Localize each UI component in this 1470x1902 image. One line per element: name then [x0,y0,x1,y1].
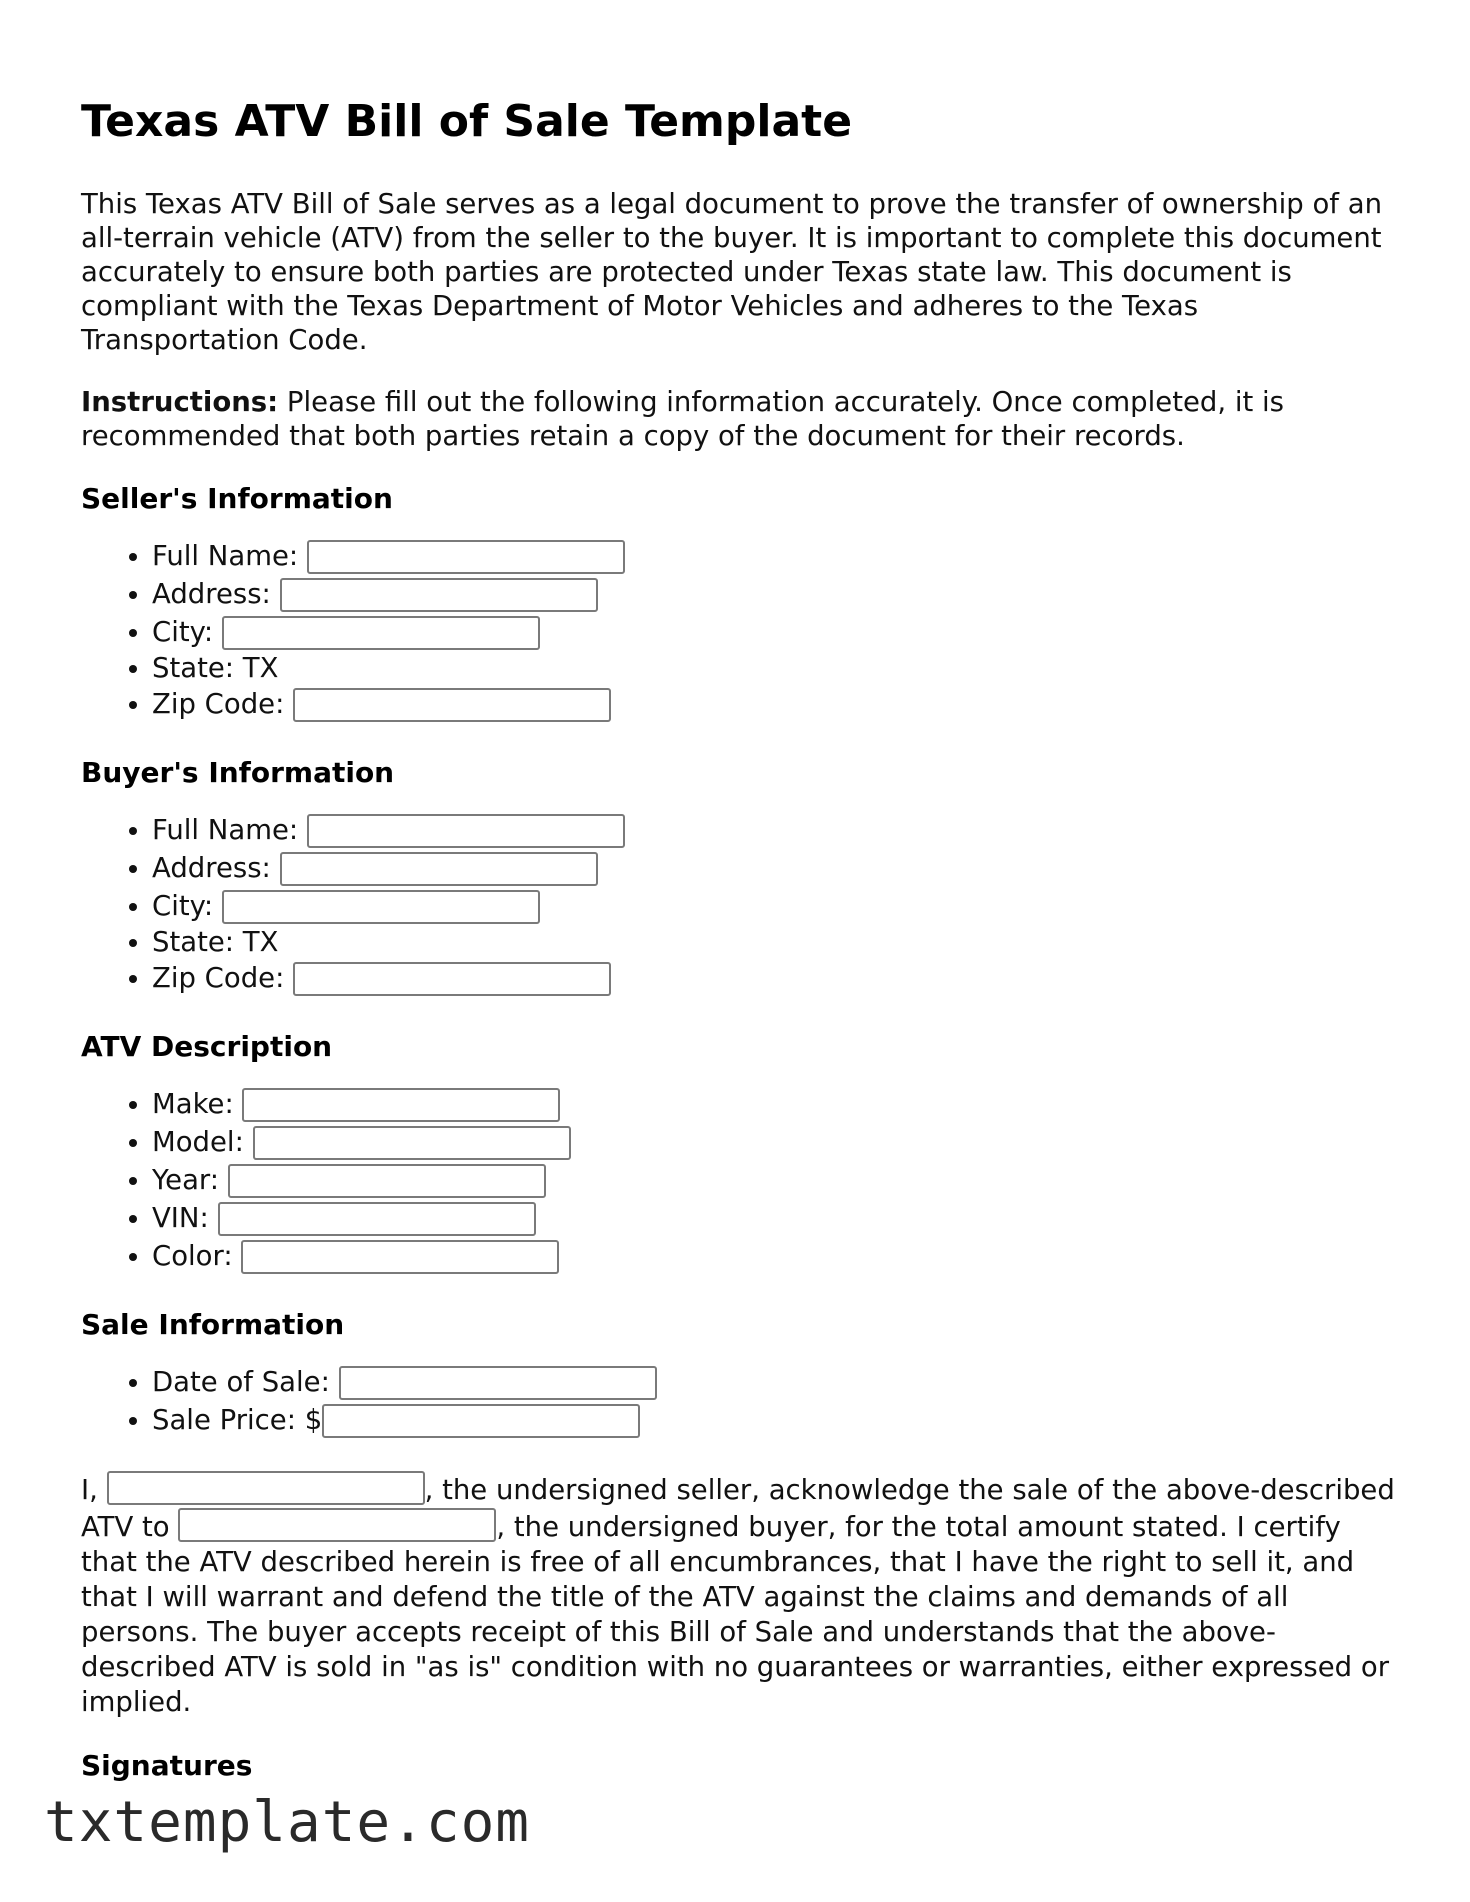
signatures-heading: Signatures [81,1748,253,1782]
certification-part1: I, [81,1473,107,1506]
buyer-city-input[interactable] [222,890,540,924]
seller-city-input[interactable] [222,616,540,650]
atv-vin-item [152,1199,1401,1237]
atv-make-item [152,1085,1401,1123]
buyer-city-item [152,887,1401,925]
certification-paragraph [81,1471,1401,1720]
buyer-full-name-label: Full Name: [152,813,299,846]
certification-part2: , the undersigned seller, acknowledge the sale of the above-described ATV to [81,1473,1395,1543]
sale-heading: Sale Information [81,1307,345,1341]
buyer-full-name-input[interactable] [307,814,625,848]
atv-year-item [152,1161,1401,1199]
page-title: Texas ATV Bill of Sale Template [81,96,853,147]
watermark-text: txtemplate.com [44,1790,531,1855]
seller-address-item [152,575,1401,613]
buyer-address-label: Address: [152,851,271,884]
seller-city-label: City: [152,615,214,648]
buyer-fields [81,811,1401,997]
seller-zip-label: Zip Code: [152,687,285,720]
atv-color-item [152,1237,1401,1275]
seller-zip-item [152,685,1401,723]
seller-zip-input[interactable] [293,688,611,722]
buyer-city-label: City: [152,889,214,922]
sale-fields [81,1363,1401,1439]
document-body [81,96,1401,1804]
buyer-zip-input[interactable] [293,962,611,996]
sale-price-input[interactable] [322,1404,640,1438]
atv-color-input[interactable] [241,1240,559,1274]
seller-full-name-item [152,537,1401,575]
atv-model-label: Model: [152,1125,244,1158]
seller-address-input[interactable] [280,578,598,612]
sale-date-input[interactable] [339,1366,657,1400]
seller-heading: Seller's Information [81,481,393,515]
buyer-zip-label: Zip Code: [152,961,285,994]
seller-fields [81,537,1401,723]
buyer-address-item [152,849,1401,887]
atv-vin-label: VIN: [152,1201,209,1234]
atv-fields [81,1085,1401,1275]
sale-price-label: Sale Price: $ [152,1403,323,1436]
atv-heading: ATV Description [81,1029,333,1063]
atv-model-input[interactable] [253,1126,571,1160]
seller-city-item [152,613,1401,651]
sale-date-item [152,1363,1401,1401]
buyer-name-inline-input[interactable] [178,1508,496,1542]
buyer-state-text: State: TX [152,925,279,958]
atv-make-label: Make: [152,1087,234,1120]
buyer-heading: Buyer's Information [81,755,395,789]
seller-state-text: State: TX [152,651,279,684]
atv-year-input[interactable] [228,1164,546,1198]
sale-price-item [152,1401,1401,1439]
sale-date-label: Date of Sale: [152,1365,330,1398]
seller-state-item [152,651,1401,685]
atv-vin-input[interactable] [218,1202,536,1236]
buyer-address-input[interactable] [280,852,598,886]
seller-full-name-label: Full Name: [152,539,299,572]
atv-year-label: Year: [152,1163,220,1196]
buyer-state-item [152,925,1401,959]
atv-color-label: Color: [152,1239,233,1272]
seller-address-label: Address: [152,577,271,610]
instructions-label: Instructions: [81,385,279,418]
intro-paragraph: This Texas ATV Bill of Sale serves as a legal document to prove the transfer of ownership of an all-terrain vehicle (ATV) from the seller to the buyer. It is important to complete this document accurately to ensure both parties are protected under Texas state law. This document is compliant with the Texas Department of Motor Vehicles and adheres to the Texas Transportation Code. [81,187,1382,356]
instructions-text: Please fill out the following information accurately. Once completed, it is recommended that both parties retain a copy of the document for their records. [81,385,1284,452]
instructions-paragraph [81,385,1401,453]
atv-make-input[interactable] [242,1088,560,1122]
atv-model-item [152,1123,1401,1161]
certification-part3: , the undersigned buyer, for the total amount stated. I certify that the ATV described herein is free of all encumbrances, that I have the right to sell it, and that I will warrant and defend the title of the ATV against the claims and demands of all persons. The buyer accepts receipt of this Bill of Sale and understands that the above-described ATV is sold in "as is" condition with no guarantees or warranties, either expressed or implied. [81,1510,1389,1718]
seller-full-name-input[interactable] [307,540,625,574]
seller-name-inline-input[interactable] [107,1471,425,1505]
buyer-full-name-item [152,811,1401,849]
buyer-zip-item [152,959,1401,997]
